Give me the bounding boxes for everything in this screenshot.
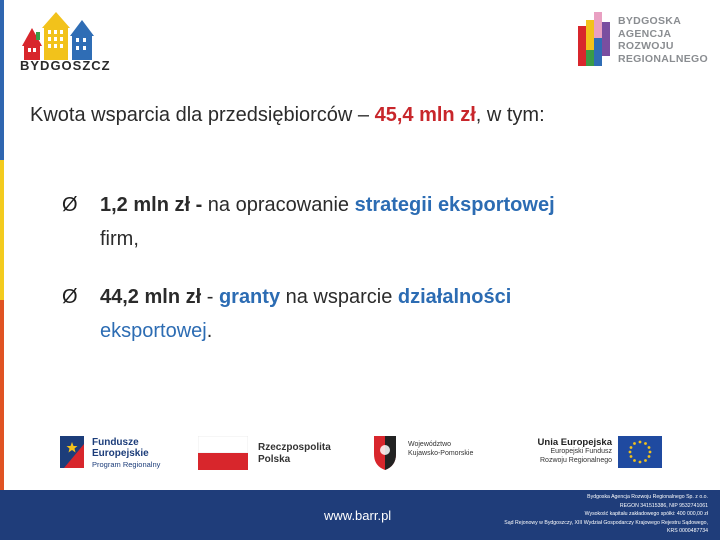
wkp-line: Kujawsko-Pomorskie: [408, 450, 474, 457]
fe-line: Program Regionalny: [92, 460, 161, 469]
footer-info-line: Bydgoska Agencja Rozwoju Regionalnego Sp. z o.o.: [587, 494, 708, 500]
footer-company-info: [438, 493, 708, 536]
footer-website-link[interactable]: www.barr.pl: [324, 508, 392, 523]
barr-logo-line: BYDGOSKA: [618, 15, 682, 27]
bydgoszcz-logo: [14, 6, 126, 76]
fundusze-europejskie-logo: [58, 432, 178, 474]
footer-info-line: Wysokość kapitału zakładowego spółki: 400 000,00 zł: [584, 511, 708, 518]
polish-flag-icon: [198, 436, 248, 470]
arrow-bullet-icon: Ø: [62, 286, 78, 308]
bullet-line2-end: .: [206, 320, 213, 342]
barr-logo-line: ROZWOJU: [618, 40, 674, 52]
footer-info-line: KRS 0000487734: [667, 528, 708, 535]
footer-bar: [0, 490, 720, 540]
barr-logo-line: AGENCJA: [618, 27, 672, 40]
wkp-logo-text: [408, 440, 473, 458]
eu-flag-icon: [618, 436, 662, 468]
rp-line: Rzeczpospolita: [258, 442, 331, 453]
title-amount: 45,4 mln zł: [374, 104, 476, 126]
bydgoszcz-logo-text: BYDGOSZCZ: [20, 58, 111, 73]
bullet-highlight-grants: granty: [218, 286, 281, 308]
ue-line: Rozwoju Regionalnego: [540, 457, 612, 464]
coat-of-arms-icon: [370, 432, 400, 472]
arrow-bullet-icon: Ø: [62, 194, 78, 216]
bullet-item-strategy: [62, 188, 682, 256]
footer-info-line: Sąd Rejonowy w Bydgoszczy, XIII Wydział Gospodarczy Krajowego Rejestru Sądowego,: [504, 519, 708, 526]
unia-europejska-logo: [504, 432, 664, 474]
bullet-dash: -: [201, 286, 219, 308]
rp-logo-text: [258, 442, 331, 466]
kujawsko-pomorskie-logo: [370, 432, 490, 474]
bullet-amount: 44,2 mln zł: [100, 286, 202, 308]
ue-logo-text: [504, 438, 612, 465]
fe-logo-text: [92, 437, 160, 470]
bullet-text: [100, 280, 682, 348]
ue-line: Unia Europejska: [537, 437, 612, 448]
title-prefix: Kwota wsparcia dla przedsiębiorców –: [30, 104, 375, 126]
fe-star-icon: [58, 432, 88, 472]
edge-stripe-blue: [0, 0, 4, 160]
rzeczpospolita-polska-logo: [198, 432, 348, 474]
bullet-amount: 1,2 mln zł -: [100, 194, 203, 216]
fe-line: Fundusze: [92, 437, 139, 448]
barr-logo-text: [618, 15, 708, 65]
slide-title: [30, 104, 545, 127]
edge-stripe-red: [0, 300, 4, 490]
bullet-highlight: strategii eksportowej: [354, 194, 555, 216]
bullet-line2-highlight: eksportowej: [100, 320, 207, 342]
bullet-text: [100, 188, 682, 256]
bullet-item-grants: [62, 280, 682, 348]
bullet-line2: firm,: [100, 228, 139, 250]
bullet-text-before: na opracowanie: [202, 194, 355, 216]
ue-line: Europejski Fundusz: [550, 448, 612, 455]
footer-info-line: REGON 341515386, NIP 9532741061: [619, 502, 708, 509]
bullet-highlight-activity: działalności: [397, 286, 512, 308]
partner-logos-row: [58, 432, 668, 474]
bullet-text-middle: na wsparcie: [280, 286, 398, 308]
edge-stripe-yellow: [0, 160, 4, 300]
rp-line: Polska: [258, 454, 291, 465]
barr-mark-icon: [576, 8, 616, 70]
title-suffix: , w tym:: [475, 104, 545, 126]
fe-line: Europejskie: [92, 448, 149, 459]
barr-logo-line: REGIONALNEGO: [618, 52, 708, 65]
wkp-line: Województwo: [408, 441, 452, 448]
barr-logo: [576, 8, 712, 78]
